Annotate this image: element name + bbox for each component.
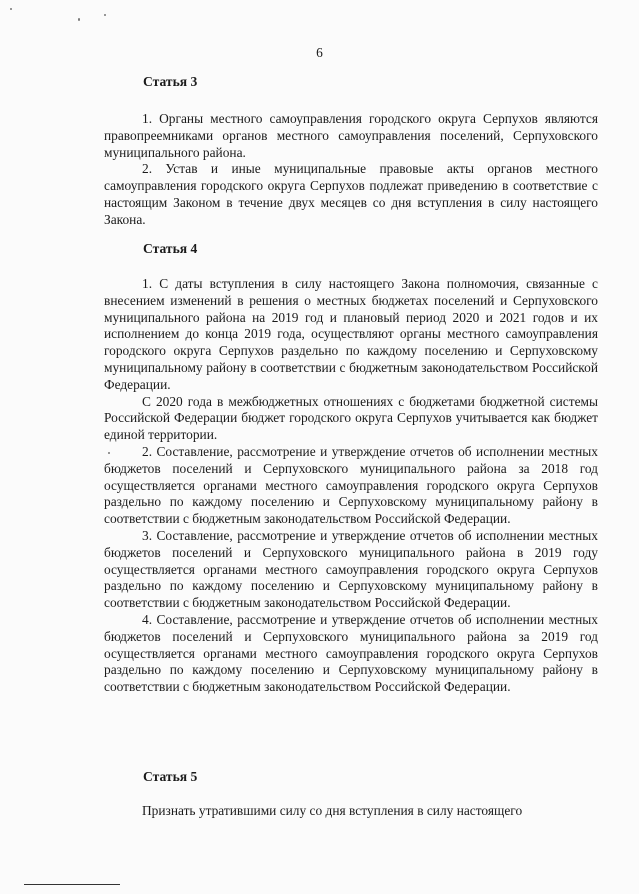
article-5-title: Статья 5 <box>143 769 198 784</box>
article-4-paragraph-3: 2. Составление, рассмотрение и утверждение отчетов об исполнении местных бюджетов поселений и Серпуховского муниципального района за 2018 год осуществляется органами местного самоуправления городского округа Серпухов раздельно по каждому поселению и Серпуховскому муниципальному району в соответствии с бюджетным законодательством Российской Федерации. <box>104 443 598 527</box>
article-3-paragraph-1: 1. Органы местного самоуправления городского округа Серпухов являются правопреемниками органов местного самоуправления поселений, Серпуховского муниципального района. <box>104 111 598 160</box>
footnote-rule <box>24 884 120 885</box>
article-5-body <box>104 803 598 820</box>
article-3-title: Статья 3 <box>143 74 198 89</box>
scan-speck <box>78 18 80 21</box>
article-4-paragraph-4: 3. Составление, рассмотрение и утверждение отчетов об исполнении местных бюджетов поселений и Серпуховского муниципального района в 2019 году осуществляется органами местного самоуправления городского округа Серпухов раздельно по каждому поселению и Серпуховскому муниципальному району в соответствии с бюджетным законодательством Российской Федерации. <box>104 527 598 611</box>
article-3-paragraph-2: 2. Устав и иные муниципальные правовые акты органов местного самоуправления городского округа Серпухов подлежат приведению в соответствие с настоящим Законом в течение двух месяцев со дня вступления в силу настоящего Закона. <box>104 161 598 227</box>
article-4-paragraph-2: С 2020 года в межбюджетных отношениях с бюджетами бюджетной системы Российской Федерации бюджет городского округа Серпухов учитывается как бюджет единой территории. <box>104 393 598 443</box>
article-4-title: Статья 4 <box>143 241 198 256</box>
page-number: 6 <box>316 45 323 60</box>
article-4-paragraph-5: 4. Составление, рассмотрение и утверждение отчетов об исполнении местных бюджетов поселений и Серпуховского муниципального района за 2019 год осуществляется органами местного самоуправления городского округа Серпухов раздельно по каждому поселению и Серпуховскому муниципальному району в соответствии с бюджетным законодательством Российской Федерации. <box>104 611 598 695</box>
scan-speck <box>10 8 12 10</box>
article-4-paragraph-1: 1. С даты вступления в силу настоящего Закона полномочия, связанные с внесением изменений в решения о местных бюджетах поселений и Серпуховского муниципального района на 2019 год и плановый период 2020 и 2021 годов и их исполнением до конца 2019 года, осуществляют органы местного самоуправления городского округа Серпухов раздельно по каждому поселению и Серпуховскому муниципальному району в соответствии с бюджетным законодательством Российской Федерации. <box>104 276 598 392</box>
scan-speck <box>104 14 106 16</box>
article-5-paragraph-1: Признать утратившими силу со дня вступления в силу настоящего <box>142 803 523 818</box>
article-3-body <box>104 111 598 229</box>
article-4-body <box>104 276 598 696</box>
